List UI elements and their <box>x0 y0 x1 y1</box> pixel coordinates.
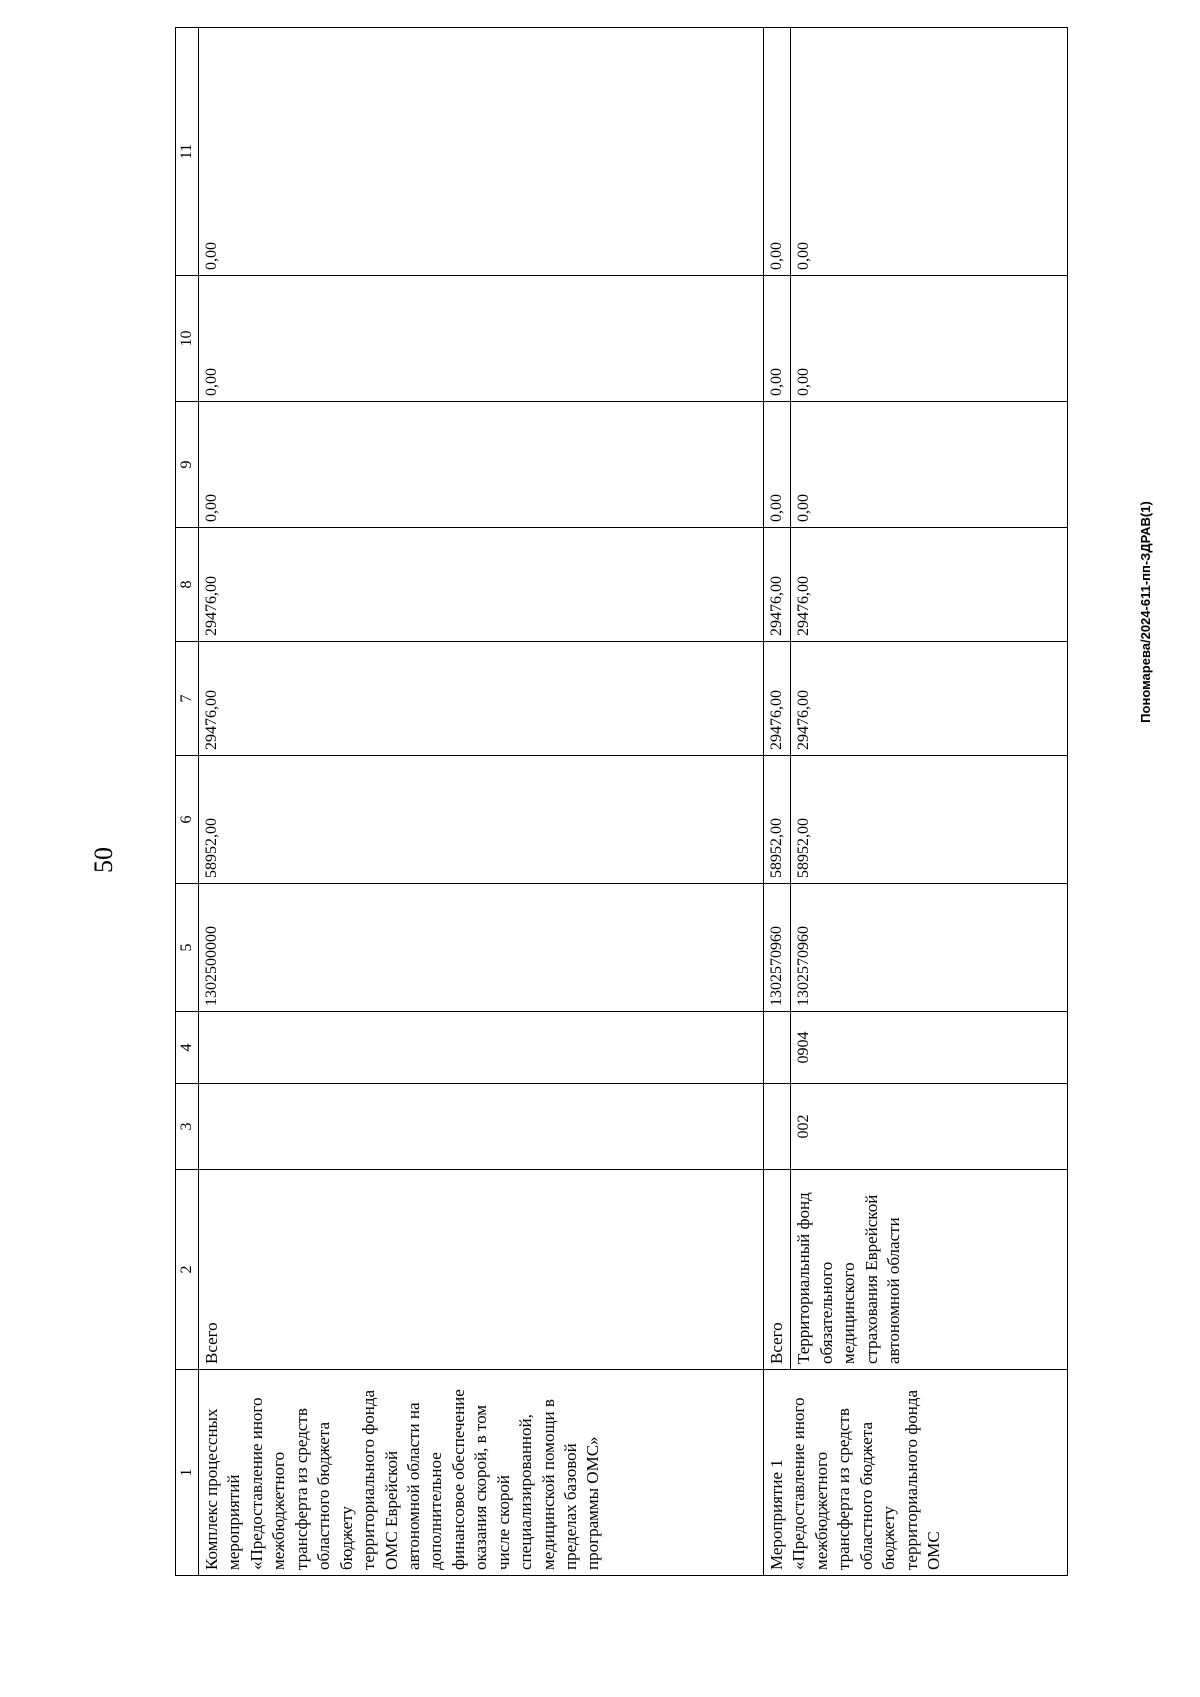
cell-total-label: Всего <box>199 1170 764 1370</box>
cell-col3 <box>199 1084 764 1170</box>
header-col-6: 6 <box>176 756 199 884</box>
cell-complex-name: Комплекс процессных мероприятий «Предоставление иного межбюджетного трансферта из средств областного бюджета бюджету территориального фонда ОМС Еврейской автономной области на дополнительное финансовое обеспечение оказания скорой, в том числе скорой специализированной, медицинской помощи в пределах базовой программы ОМС» <box>199 1370 764 1576</box>
cell-value: 29476,00 <box>791 642 1068 756</box>
header-col-7: 7 <box>176 642 199 756</box>
table-row-measure-fund <box>791 28 1068 1576</box>
header-col-8: 8 <box>176 528 199 642</box>
cell-value: 29476,00 <box>764 528 791 642</box>
header-col-5: 5 <box>176 884 199 1012</box>
cell-measure-name: Мероприятие 1 «Предоставление иного межбюджетного трансферта из средств областного бюджета бюджету территориального фонда ОМС <box>764 1370 1068 1576</box>
cell-value: 58952,00 <box>791 756 1068 884</box>
header-col-2: 2 <box>176 1170 199 1370</box>
cell-col3 <box>764 1084 791 1170</box>
cell-value: 29476,00 <box>764 642 791 756</box>
cell-total-label: Всего <box>764 1170 791 1370</box>
cell-value: 0,00 <box>791 402 1068 528</box>
page-number: 50 <box>89 847 118 873</box>
cell-value: 0,00 <box>199 276 764 402</box>
cell-value: 0,00 <box>764 28 791 276</box>
cell-value: 0,00 <box>199 28 764 276</box>
cell-fund-name: Территориальный фонд обязательного медицинского страхования Еврейской автономной области <box>791 1170 1068 1370</box>
cell-value: 0,00 <box>791 28 1068 276</box>
cell-grbs-code: 002 <box>791 1084 1068 1170</box>
table-row-measure-total <box>764 28 791 1576</box>
header-row <box>176 28 199 1576</box>
cell-value: 29476,00 <box>791 528 1068 642</box>
cell-value: 0,00 <box>764 276 791 402</box>
cell-value: 29476,00 <box>199 528 764 642</box>
cell-value: 58952,00 <box>764 756 791 884</box>
budget-table <box>175 27 1068 1576</box>
cell-code: 1302500000 <box>199 884 764 1012</box>
cell-section-code: 0904 <box>791 1012 1068 1084</box>
cell-value: 29476,00 <box>199 642 764 756</box>
cell-code: 1302570960 <box>791 884 1068 1012</box>
cell-value: 58952,00 <box>199 756 764 884</box>
cell-value: 0,00 <box>791 276 1068 402</box>
document-footer-id: Пономарева/2024-611-пп-ЗДРАВ(1) <box>1138 501 1153 723</box>
header-col-1: 1 <box>176 1370 199 1576</box>
header-col-4: 4 <box>176 1012 199 1084</box>
cell-col4 <box>764 1012 791 1084</box>
header-col-3: 3 <box>176 1084 199 1170</box>
header-col-9: 9 <box>176 402 199 528</box>
table-row-complex <box>199 28 764 1576</box>
header-col-11: 11 <box>176 28 199 276</box>
cell-code: 1302570960 <box>764 884 791 1012</box>
cell-col4 <box>199 1012 764 1084</box>
cell-value: 0,00 <box>199 402 764 528</box>
rotated-table-container <box>175 28 1068 1576</box>
header-col-10: 10 <box>176 276 199 402</box>
cell-value: 0,00 <box>764 402 791 528</box>
